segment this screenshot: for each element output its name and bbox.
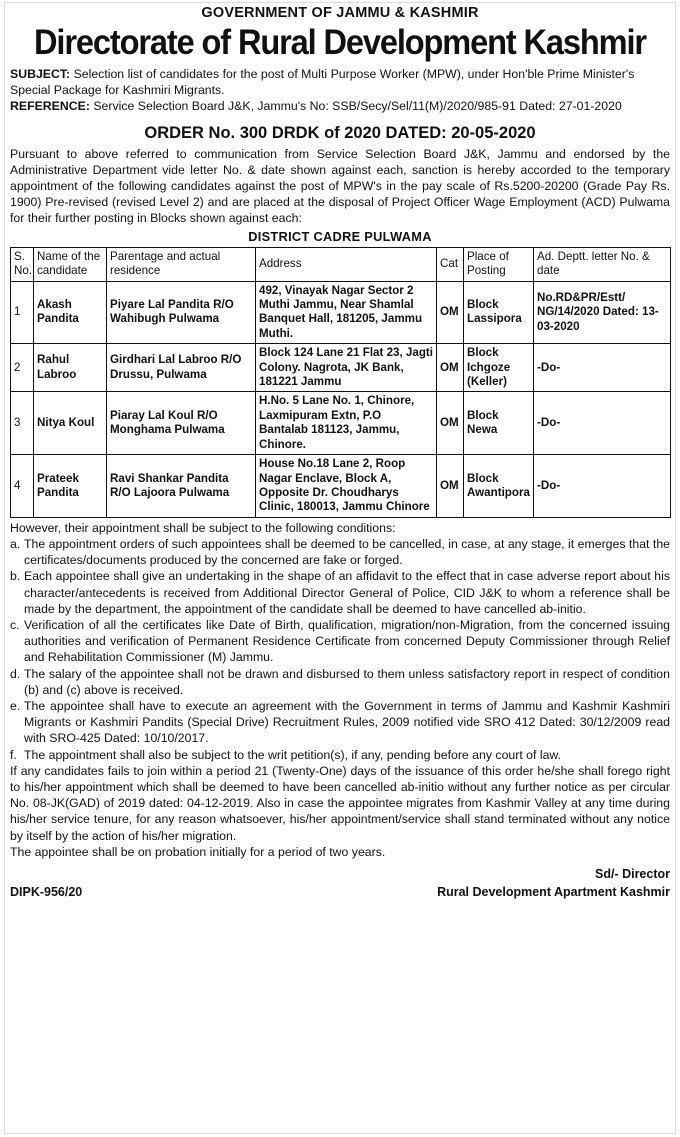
condition-marker: a.	[10, 536, 21, 551]
table-row	[11, 392, 671, 455]
reference-line	[10, 98, 670, 114]
condition-text: Each appointee shall give an undertaking in the shape of an affidavit to the effect that in case adverse report about his character/antecedents is received from Additional Director General of Police, CID J&K to whom a reference shall be made by the department, the appointment of the candidate shall be deemed to have cancelled ab-initio.	[24, 569, 670, 616]
subject-text: Selection list of candidates for the post of Multi Purpose Worker (MPW), under Hon'ble Prime Minister's Special Package for Kashmiri Migrants.	[10, 67, 635, 98]
cell-name: Rahul Labroo	[34, 344, 107, 392]
condition-marker: b.	[10, 569, 21, 584]
cell-posting: Block Newa	[464, 392, 534, 455]
condition-item	[10, 698, 670, 747]
reference-text: Service Selection Board J&K, Jammu's No: SSB/Secy/Sel/11(M)/2020/985-91 Dated: 27-01-2020	[93, 99, 622, 114]
subject-label: SUBJECT:	[10, 67, 71, 81]
condition-text: Verification of all the certificates like Date of Birth, qualification, migration/non-Migration, from the concerned issuing authorities and verification of Permanent Residence Certificate from concerned Deputy Commissioner through Relief and Rehabilitation Commissioner (M) Jammu.	[24, 617, 670, 665]
cell-posting: Block Ichgoze (Keller)	[464, 344, 534, 392]
condition-text: The appointment orders of such appointees shall be deemed to be cancelled, in case, at any stage, it emerges that the certificates/documents produced by the concerned are fake or forged.	[24, 536, 670, 568]
cell-sno: 3	[11, 392, 34, 455]
cell-parentage: Girdhari Lal Labroo R/O Drussu, Pulwama	[107, 344, 256, 392]
cell-address: House No.18 Lane 2, Roop Nagar Enclave, Block A, Opposite Dr. Choudharys Clinic, 180013, Jammu Chinore	[256, 455, 437, 518]
cell-name: Akash Pandita	[34, 281, 107, 344]
condition-text: The appointee shall have to execute an agreement with the Government in terms of Jammu and Kashmir Kashmiri Migrants or Kashmiri Pandits (Special Drive) Recruitment Rules, 2009 notified vide SRO 412 Dated: 30/12/2009 read with SRO-425 Dated: 10/10/2017.	[24, 698, 670, 746]
condition-item	[10, 666, 670, 698]
cell-parentage: Ravi Shankar Pandita R/O Lajoora Pulwama	[107, 455, 256, 518]
cell-name: Prateek Pandita	[34, 455, 107, 518]
condition-marker: e.	[10, 698, 21, 713]
condition-text: The salary of the appointee shall not be drawn and disbursed to them unless satisfactory report in respect of condition (b) and (c) above is received.	[24, 666, 670, 697]
order-title: ORDER No. 300 DRDK of 2020 DATED: 20-05-2020	[144, 123, 536, 142]
candidates-table	[10, 247, 671, 518]
cell-parentage: Piaray Lal Koul R/O Monghama Pulwama	[107, 392, 256, 455]
col-header-letter: Ad. Deptt. letter No. & date	[534, 247, 671, 281]
government-heading: GOVERNMENT OF JAMMU & KASHMIR	[201, 5, 479, 21]
footer-code: DIPK-956/20	[10, 885, 83, 900]
cell-cat: OM	[437, 392, 464, 455]
table-row	[11, 344, 671, 392]
condition-item	[10, 617, 670, 666]
cell-cat: OM	[437, 281, 464, 344]
condition-marker: c.	[10, 617, 20, 632]
col-header-parentage: Parentage and actual residence	[107, 247, 256, 281]
col-header-address: Address	[256, 247, 437, 281]
cell-sno: 4	[11, 455, 34, 518]
cell-cat: OM	[437, 455, 464, 518]
cell-letter: -Do-	[534, 455, 671, 518]
cell-posting: Block Awantipora	[464, 455, 534, 518]
closing-paragraph: If any candidates fails to join within a period 21 (Twenty-One) days of the issuance of this order he/she shall forego right to his/her appointment which shall be deemed to have been cancelled ab-initio without any further notice as per circular No. 08-JK(GAD) of 2019 dated: 04-12-2019. Also in case the appointee migrates from Kashmir Valley at any time during his/her service tenure, for any reason whatsoever, his/her appointment/service shall stand terminated without any notice by itself by the action of his/her migration.	[10, 763, 670, 843]
cell-parentage: Piyare Lal Pandita R/O Wahibugh Pulwama	[107, 281, 256, 344]
cell-name: Nitya Koul	[34, 392, 107, 455]
signature: Sd/- Director	[594, 867, 670, 881]
condition-marker: f.	[10, 747, 17, 762]
col-header-name: Name of the candidate	[34, 247, 107, 281]
footer-office: Rural Development Apartment Kashmir	[437, 885, 670, 900]
col-header-sno: S. No.	[11, 247, 34, 281]
cell-posting: Block Lassipora	[464, 281, 534, 344]
table-row	[11, 281, 671, 344]
cell-letter: -Do-	[534, 392, 671, 455]
directorate-title: Directorate of Rural Development Kashmir	[34, 23, 646, 62]
condition-item	[10, 568, 670, 617]
cell-sno: 2	[11, 344, 34, 392]
cell-sno: 1	[11, 281, 34, 344]
condition-text: The appointment shall also be subject to the writ petition(s), if any, pending before any court of law.	[24, 747, 562, 762]
reference-label: REFERENCE:	[10, 99, 90, 114]
condition-item	[10, 747, 670, 763]
cell-cat: OM	[437, 344, 464, 392]
subject-line	[10, 66, 670, 98]
cell-letter: -Do-	[534, 344, 671, 392]
col-header-cat: Cat	[437, 247, 464, 281]
condition-item	[10, 536, 670, 568]
probation-line: The appointee shall be on probation initially for a period of two years.	[10, 844, 386, 859]
col-header-posting: Place of Posting	[464, 247, 534, 281]
table-row	[11, 455, 671, 518]
footer	[10, 884, 670, 900]
cell-address: 492, Vinayak Nagar Sector 2 Muthi Jammu, Near Shamlal Banquet Hall, 181205, Jammu Muthi.	[256, 281, 437, 344]
intro-paragraph: Pursuant to above referred to communication from Service Selection Board J&K, Jammu and endorsed by the Administrative Department vide letter No. & date shown against each, sanction is hereby accorded to the temporary appointment of the following candidates against the post of MPW's in the pay scale of Rs.5200-20200 (Grade Pay Rs. 1900) Pre-revised (revised Level 2) and are placed at the disposal of Project Officer Wage Employment (ACD) Pulwama for their further posting in Blocks shown against each:	[10, 146, 670, 226]
district-cadre-title: DISTRICT CADRE PULWAMA	[248, 228, 432, 244]
cell-address: H.No. 5 Lane No. 1, Chinore, Laxmipuram Extn, P.O Bantalab 181123, Jammu, Chinore.	[256, 392, 437, 455]
conditions-intro: However, their appointment shall be subject to the following conditions:	[10, 520, 396, 535]
cell-address: Block 124 Lane 21 Flat 23, Jagti Colony. Nagrota, JK Bank, 181221 Jammu	[256, 344, 437, 392]
cell-letter: No.RD&PR/Estt/ NG/14/2020 Dated: 13-03-2020	[534, 281, 671, 344]
condition-marker: d.	[10, 666, 21, 681]
table-header-row	[11, 247, 671, 281]
